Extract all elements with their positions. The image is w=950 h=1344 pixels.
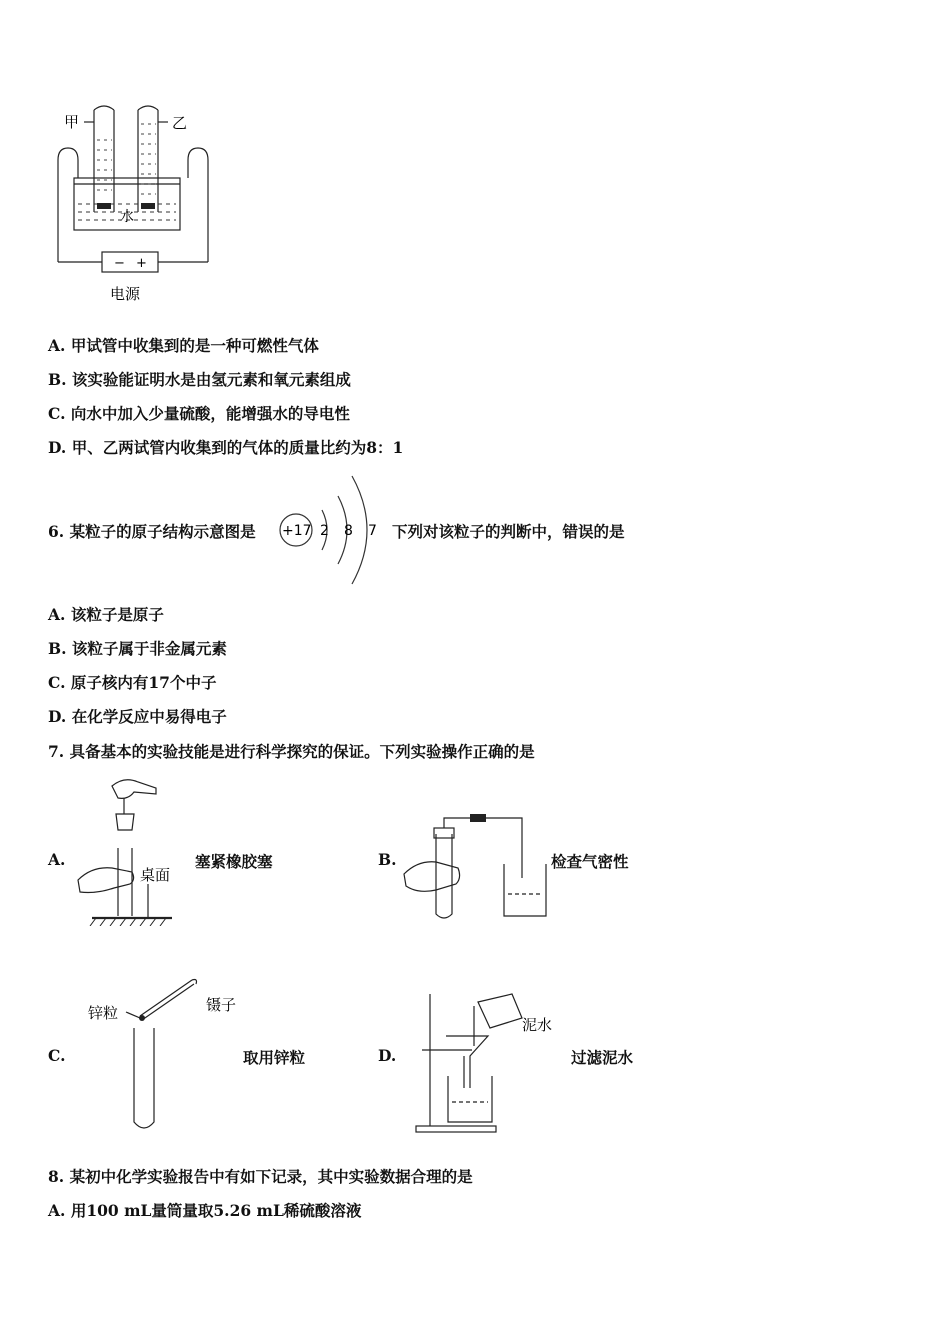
label-yi: 乙 [172, 114, 188, 132]
q7-option-d-letter: D. [378, 1046, 397, 1065]
q6-option-a: A. 该粒子是原子 [48, 605, 164, 624]
q7-figure-b-airtightness [402, 812, 552, 922]
q7-figure-a-stopper [72, 776, 192, 926]
q7-figure-c-zinc [84, 972, 244, 1136]
label-water: 水 [120, 209, 134, 225]
atom-nucleus: +17 [282, 523, 312, 539]
q6-stem-after: 下列对该粒子的判断中，错误的是 [392, 522, 625, 541]
q7-figure-d-filter [412, 984, 572, 1136]
q5-option-a: A. 甲试管中收集到的是一种可燃性气体 [48, 336, 319, 355]
q6-option-b: B. 该粒子属于非金属元素 [48, 639, 227, 658]
atom-structure-diagram [276, 470, 386, 590]
q7-option-b-caption: 检查气密性 [551, 852, 629, 871]
label-muddy-water: 泥水 [522, 1016, 553, 1034]
q7-option-d-caption: 过滤泥水 [571, 1048, 634, 1067]
q7-option-c-letter: C. [48, 1046, 66, 1065]
q7-option-b-letter: B. [378, 850, 397, 869]
shell-2-electrons: 8 [344, 523, 353, 539]
q6-option-d: D. 在化学反应中易得电子 [48, 707, 227, 726]
label-plus: + [136, 256, 147, 271]
q6-stem-before: 6. 某粒子的原子结构示意图是 [48, 522, 256, 541]
label-tweezers: 镊子 [206, 996, 237, 1014]
label-jia: 甲 [64, 113, 80, 131]
label-desk: 桌面 [140, 866, 171, 884]
q5-option-b: B. 该实验能证明水是由氢元素和氧元素组成 [48, 370, 351, 389]
q7-stem: 7. 具备基本的实验技能是进行科学探究的保证。下列实验操作正确的是 [48, 742, 535, 761]
shell-1-electrons: 2 [320, 523, 329, 539]
q5-option-d: D. 甲、乙两试管内收集到的气体的质量比约为8：1 [48, 438, 404, 457]
q5-option-c: C. 向水中加入少量硫酸，能增强水的导电性 [48, 404, 350, 423]
q8-option-a: A. 用100 mL量筒量取5.26 mL稀硫酸溶液 [48, 1201, 362, 1220]
q7-option-a-letter: A. [48, 850, 66, 869]
label-zinc: 锌粒 [88, 1004, 119, 1022]
q6-option-c: C. 原子核内有17个中子 [48, 673, 217, 692]
label-minus: − [114, 256, 125, 271]
q8-stem: 8. 某初中化学实验报告中有如下记录，其中实验数据合理的是 [48, 1167, 473, 1186]
electrolysis-figure [50, 100, 220, 310]
q7-option-a-caption: 塞紧橡胶塞 [195, 852, 273, 871]
q7-option-c-caption: 取用锌粒 [243, 1048, 306, 1067]
label-power: 电源 [110, 285, 141, 303]
shell-3-electrons: 7 [368, 523, 377, 539]
